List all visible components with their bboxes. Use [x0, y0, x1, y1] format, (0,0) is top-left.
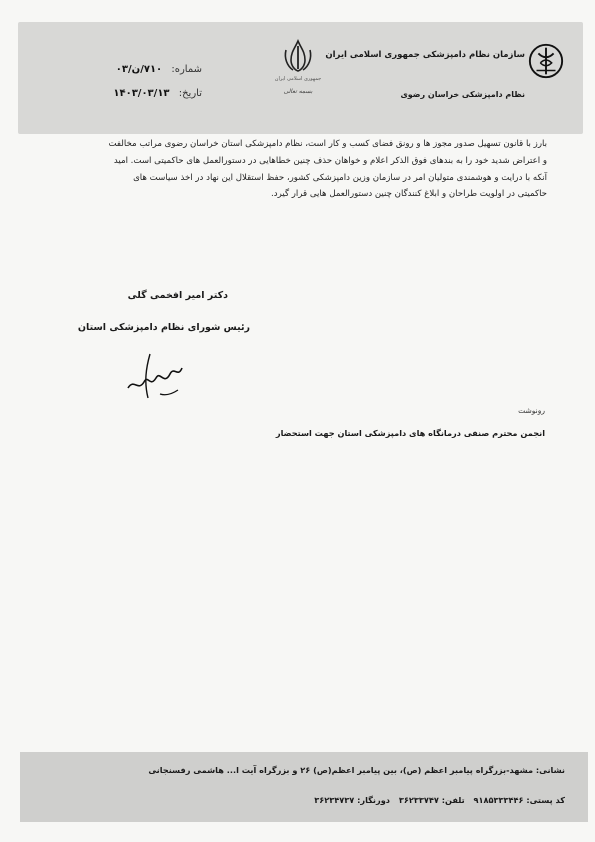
letter-body [77, 136, 547, 203]
date-label: تاریخ: [178, 88, 202, 99]
letterhead-emblem [268, 38, 328, 95]
bismillah-text: بسمه تعالی [283, 88, 313, 95]
handwritten-signature [120, 348, 190, 404]
number-label: شماره: [171, 64, 202, 75]
body-line: حاکمیتی در اولویت طراحان و ابلاغ کنندگان چنین دستورالعمل هایی قرار گیرد. [271, 189, 547, 200]
letter-date-row [92, 82, 202, 106]
footer-contacts [308, 795, 565, 805]
cc-recipient: انجمن محترم صنفی درمانگاه های دامپزشکی استان جهت استحضار [275, 428, 545, 438]
footer-address: نشانی: مشهد-بزرگراه پیامبر اعظم (ص)، بین پیامبر اعظم(ص) ۲۶ و بزرگراه آیت ا... هاشمی رفسنجانی [148, 765, 565, 775]
postal-code: کد پستی: ۹۱۸۵۳۳۳۴۴۶ [473, 795, 565, 805]
footer-band [20, 752, 588, 822]
signatory-title: رئیس شورای نظام دامپزشکی استان [77, 322, 250, 333]
body-line: و اعتراض شدید خود را به بندهای فوق الذکر اعلام و خواهان حذف چنین خطاهایی در دستورالعمل های حاکمیتی است. امید [113, 155, 547, 166]
body-line: آنکه با درایت و هوشمندی متولیان امر در سازمان وزین دامپزشکی کشور، حفظ استقلال این نهاد در اخذ سیاست های [133, 172, 547, 183]
body-line: بارز با قانون تسهیل صدور مجوز ها و رونق فضای کسب و کار است، نظام دامپزشکی استان خراسان رضوی مراتب مخالفت [108, 139, 547, 149]
org-name: سازمان نظام دامپزشکی جمهوری اسلامی ایران [325, 50, 525, 60]
cc-label: رونوشت [518, 406, 545, 415]
signatory-name: دکتر امیر افخمی گلی [127, 290, 228, 301]
emblem-caption: جمهوری اسلامی ایران [274, 76, 322, 82]
fax-number: دورنگار: ۳۶۲۳۴۷۳۷ [314, 795, 390, 805]
vet-organization-logo [527, 42, 565, 80]
org-subtitle: نظام دامپزشکی خراسان رضوی [400, 90, 525, 99]
date-value: ۱۴۰۳/۰۳/۱۳ [113, 88, 170, 99]
iran-emblem-icon [281, 38, 315, 74]
number-value: ۷۱۰/ن/۰۳ [115, 64, 163, 75]
letter-number-row [92, 58, 202, 82]
phone-number: تلفن: ۳۶۲۳۳۷۴۷ [398, 795, 465, 805]
letter-meta [92, 58, 202, 106]
